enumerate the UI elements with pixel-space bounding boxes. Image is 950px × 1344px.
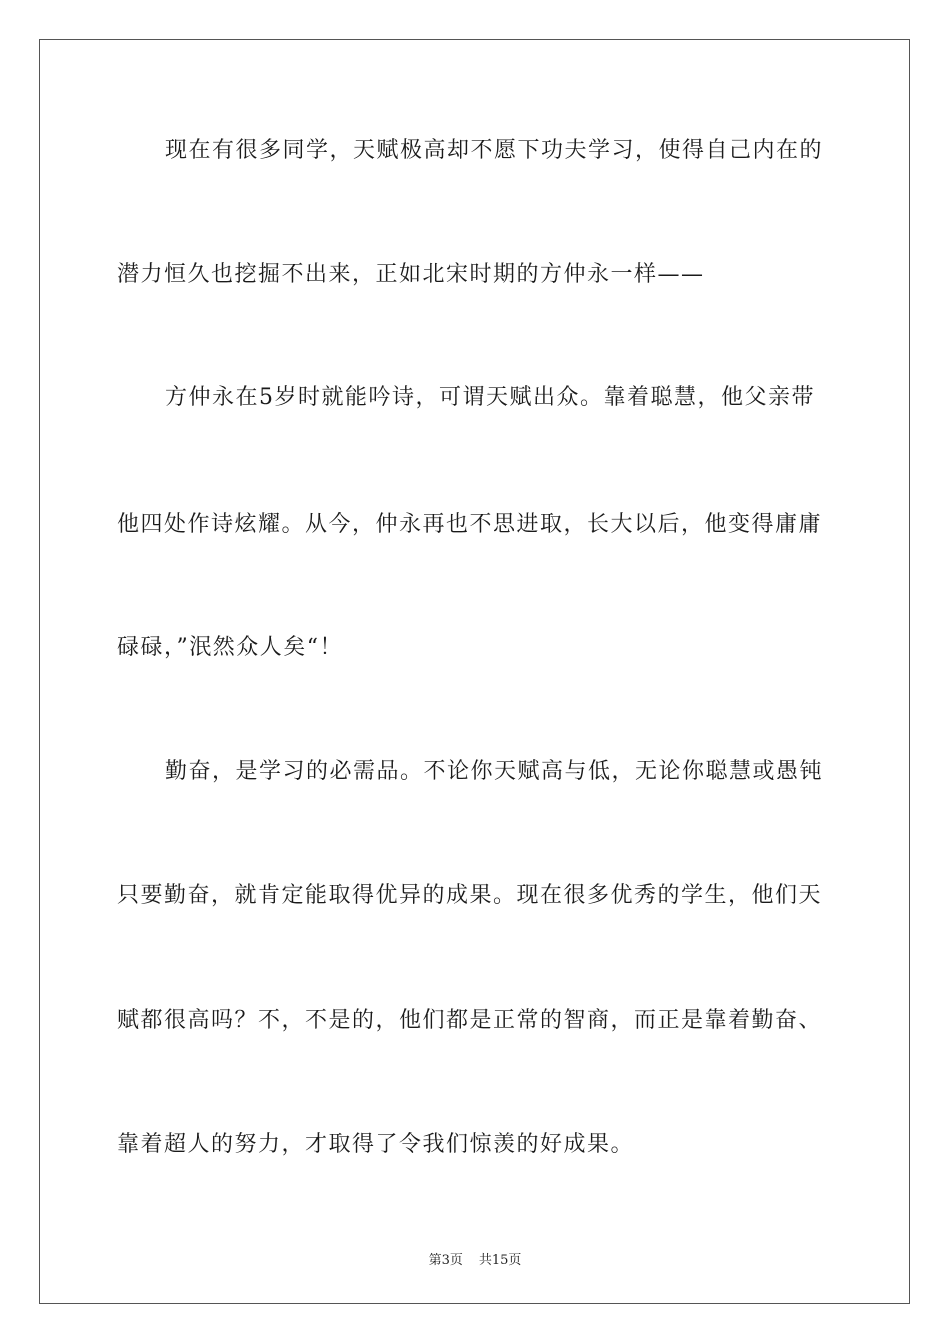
paragraph-3-line-1: 勤奋，是学习的必需品。不论你天赋高与低，无论你聪慧或愚钝 [165, 759, 824, 784]
paragraph-2-line-2: 他四处作诗炫耀。从今，仲永再也不思进取，长大以后，他变得庸庸 [117, 512, 823, 537]
page-total: 共15页 [478, 1253, 522, 1268]
page-number: 第3页 [428, 1253, 463, 1268]
paragraph-3-line-4: 靠着超人的努力，才取得了令我们惊羡的好成果。 [117, 1132, 635, 1157]
paragraph-2-line-1: 方仲永在5岁时就能吟诗，可谓天赋出众。靠着聪慧，他父亲带 [165, 385, 815, 410]
paragraph-3-line-3: 赋都很高吗？不，不是的，他们都是正常的智商，而正是靠着勤奋、 [117, 1008, 823, 1033]
paragraph-1-line-1: 现在有很多同学，天赋极高却不愿下功夫学习，使得自己内在的 [165, 138, 824, 163]
page-footer [0, 1249, 950, 1268]
page-border [39, 39, 910, 1304]
paragraph-1-line-2: 潜力恒久也挖掘不出来，正如北宋时期的方仲永一样—— [117, 262, 705, 287]
paragraph-2-line-3: 碌碌，”泯然众人矣“！ [117, 635, 343, 660]
paragraph-3-line-2: 只要勤奋，就肯定能取得优异的成果。现在很多优秀的学生，他们天 [117, 883, 823, 908]
